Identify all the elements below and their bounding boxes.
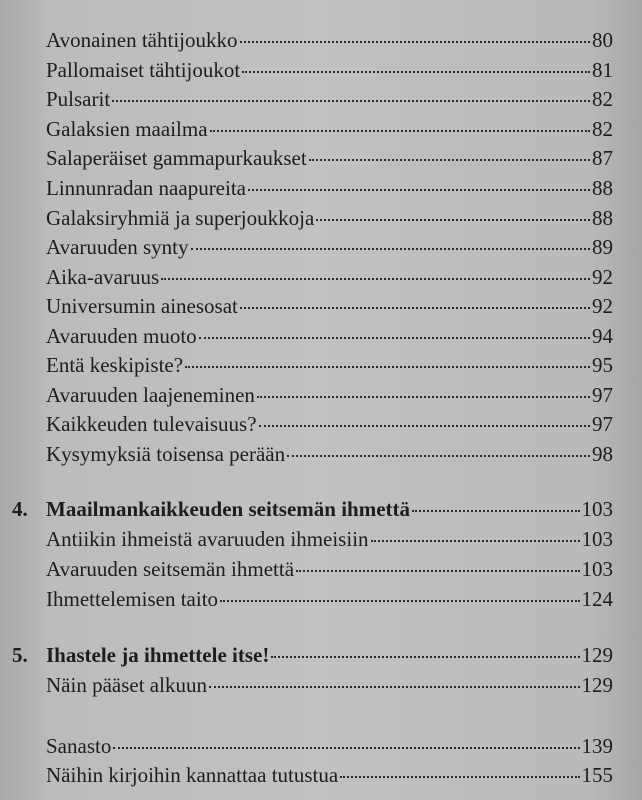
entry-page: 88: [592, 176, 613, 200]
dot-leader: [191, 248, 591, 250]
dot-leader: [309, 159, 590, 161]
entry-page: 92: [592, 294, 613, 318]
dot-leader: [220, 600, 579, 602]
dot-leader: [316, 219, 590, 221]
entry-page: 87: [592, 146, 613, 170]
entry-title: Näin pääset alkuun: [46, 673, 207, 697]
toc-entry: [46, 586, 613, 612]
entry-page: 139: [581, 734, 613, 758]
dot-leader: [248, 189, 590, 191]
dot-leader: [199, 337, 590, 339]
dot-leader: [259, 425, 590, 427]
toc-entry: [46, 264, 613, 290]
entry-page: 80: [592, 28, 613, 52]
entry-title: Ihmettelemisen taito: [46, 587, 219, 611]
dot-leader: [113, 747, 579, 749]
toc-entry: [46, 293, 613, 319]
toc-entry: [46, 526, 613, 552]
toc-entry: [46, 441, 613, 467]
toc-chapter: [12, 642, 613, 668]
toc-entry: [46, 556, 613, 582]
toc-entry: [46, 323, 613, 349]
entry-page: 89: [592, 235, 613, 259]
chapter-number: 4.: [12, 497, 28, 521]
toc-entry: [46, 733, 613, 759]
entry-page: 82: [592, 117, 613, 141]
entry-title: Pulsarit: [46, 87, 111, 111]
dot-leader: [296, 570, 579, 572]
entry-page: 97: [592, 383, 613, 407]
entry-title: Avaruuden synty: [46, 235, 189, 259]
toc-entry: [46, 86, 613, 112]
entry-title: Kysymyksiä toisensa perään: [46, 442, 286, 466]
toc-entry: [46, 762, 613, 788]
entry-page: 124: [581, 587, 613, 611]
dot-leader: [185, 366, 590, 368]
entry-page: 98: [592, 442, 613, 466]
entry-page: 95: [592, 353, 613, 377]
toc-entry: [46, 205, 613, 231]
entry-page: 82: [592, 87, 613, 111]
entry-page: 103: [581, 557, 613, 581]
dot-leader: [210, 130, 590, 132]
dot-leader: [287, 455, 590, 457]
dot-leader: [240, 307, 590, 309]
dot-leader: [257, 396, 590, 398]
chapter-page: 103: [581, 497, 613, 521]
entry-page: 103: [581, 527, 613, 551]
toc-entry: [46, 672, 613, 698]
entry-title: Galaksien maailma: [46, 117, 208, 141]
chapter-page: 129: [581, 643, 613, 667]
entry-title: Pallomaiset tähtijoukot: [46, 58, 241, 82]
toc-entry: [46, 175, 613, 201]
entry-title: Galaksiryhmiä ja superjoukkoja: [46, 206, 315, 230]
dot-leader: [242, 71, 590, 73]
entry-page: 155: [581, 763, 613, 787]
entry-page: 81: [592, 58, 613, 82]
entry-title: Kaikkeuden tulevaisuus?: [46, 412, 257, 436]
entry-title: Avaruuden laajeneminen: [46, 383, 255, 407]
entry-title: Entä keskipiste?: [46, 353, 184, 377]
entry-page: 129: [581, 673, 613, 697]
dot-leader: [412, 510, 579, 512]
entry-page: 88: [592, 206, 613, 230]
entry-title: Linnunradan naapureita: [46, 176, 246, 200]
dot-leader: [209, 686, 580, 688]
entry-title: Universumin ainesosat: [46, 294, 238, 318]
dot-leader: [271, 656, 579, 658]
dot-leader: [371, 540, 580, 542]
toc-entry: [46, 352, 613, 378]
dot-leader: [161, 278, 590, 280]
entry-title: Avonainen tähtijoukko: [46, 28, 238, 52]
toc-entry: [46, 411, 613, 437]
toc-entry: [46, 234, 613, 260]
entry-title: Näihin kirjoihin kannattaa tutustua: [46, 763, 339, 787]
dot-leader: [240, 41, 591, 43]
toc-entry: [46, 116, 613, 142]
entry-title: Sanasto: [46, 734, 112, 758]
entry-title: Salaperäiset gammapurkaukset: [46, 146, 307, 170]
entry-page: 92: [592, 265, 613, 289]
entry-title: Antiikin ihmeistä avaruuden ihmeisiin: [46, 527, 369, 551]
chapter-number: 5.: [12, 643, 28, 667]
chapter-title: Ihastele ja ihmettele itse!: [46, 643, 270, 667]
toc-entry: [46, 145, 613, 171]
dot-leader: [112, 100, 590, 102]
toc-entry: [46, 57, 613, 83]
entry-title: Avaruuden seitsemän ihmettä: [46, 557, 295, 581]
toc-entry: [46, 27, 613, 53]
toc-entry: [46, 382, 613, 408]
entry-page: 97: [592, 412, 613, 436]
chapter-title: Maailmankaikkeuden seitsemän ihmettä: [46, 497, 411, 521]
toc-chapter: [12, 496, 613, 522]
entry-title: Avaruuden muoto: [46, 324, 197, 348]
dot-leader: [340, 776, 579, 778]
entry-title: Aika-avaruus: [46, 265, 160, 289]
entry-page: 94: [592, 324, 613, 348]
